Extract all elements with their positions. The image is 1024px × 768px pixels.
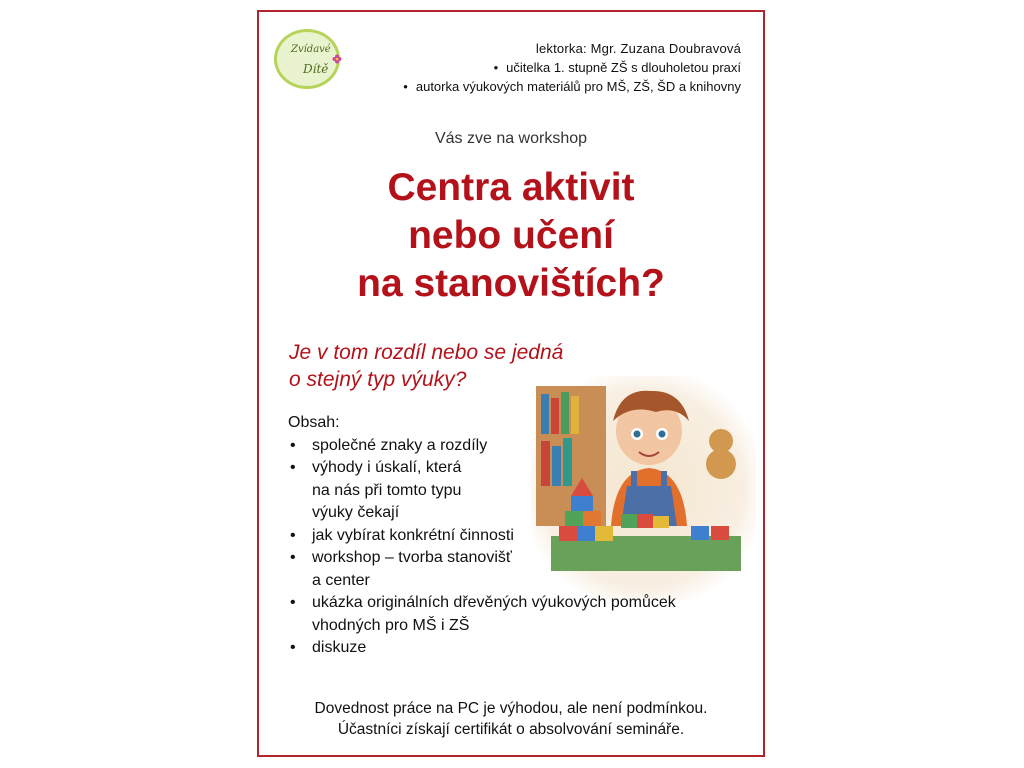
lecturer-author: • autorka výukových materiálů pro MŠ, ZŠ, ŠD a knihovny (403, 79, 741, 94)
workshop-title (259, 164, 763, 308)
invite-text: Vás zve na workshop (434, 130, 588, 147)
list-item (288, 457, 748, 525)
list-item (288, 525, 748, 548)
list-item (288, 592, 748, 637)
contents-section (288, 412, 748, 660)
lecturer-info (403, 39, 741, 96)
question-line-1: Je v tom rozdíl nebo se jedná (289, 341, 564, 364)
contents-heading: Obsah: (288, 414, 340, 431)
list-item-line: • ukázka originálních dřevěných výukových pomůcek (312, 594, 676, 611)
list-item-line: • jak vybírat konkrétní činnosti (312, 526, 514, 544)
list-item-line: a center (312, 571, 370, 589)
title-line-1: Centra aktivit (387, 166, 635, 209)
question-line-2: o stejný typ výuky? (289, 368, 467, 391)
title-line-3: na stanovištích? (357, 262, 665, 305)
footer-note (259, 698, 763, 740)
lecturer-experience-text: učitelka 1. stupně ZŠ s dlouholetou praxí (506, 60, 741, 75)
list-item-line: • workshop – tvorba stanovišť (312, 549, 512, 566)
list-item-line: na nás při tomto typu (312, 481, 462, 499)
list-item-line: • diskuze (312, 639, 367, 656)
logo-word-2: Dítě (303, 62, 329, 76)
list-item (288, 547, 748, 592)
footer-line-2: Účastníci získají certifikát o absolvování semináře. (337, 721, 685, 738)
poster (257, 10, 765, 757)
contents-list (288, 435, 748, 660)
logo-word-1: Zvídavé (291, 44, 331, 55)
list-item (288, 435, 748, 458)
list-item-line: • výhody i úskalí, která (312, 459, 462, 476)
title-line-2: nebo učení (408, 214, 614, 257)
flower-icon (332, 54, 342, 64)
question-subtitle (289, 339, 563, 393)
list-item-line: výuky čekají (312, 504, 400, 521)
list-item-line: vhodných pro MŠ i ZŠ (312, 616, 470, 634)
footer-line-1: Dovednost práce na PC je výhodou, ale není podmínkou. (314, 700, 708, 717)
lecturer-author-text: autorka výukových materiálů pro MŠ, ZŠ, ŠD a knihovny (415, 79, 741, 94)
lecturer-experience: • učitelka 1. stupně ZŠ s dlouholetou praxí (493, 60, 741, 75)
zvidave-dite-logo (274, 29, 340, 89)
list-item-line: • společné znaky a rozdíly (312, 436, 488, 454)
list-item (288, 637, 748, 660)
lecturer-name: lektorka: Mgr. Zuzana Doubravová (535, 41, 741, 56)
